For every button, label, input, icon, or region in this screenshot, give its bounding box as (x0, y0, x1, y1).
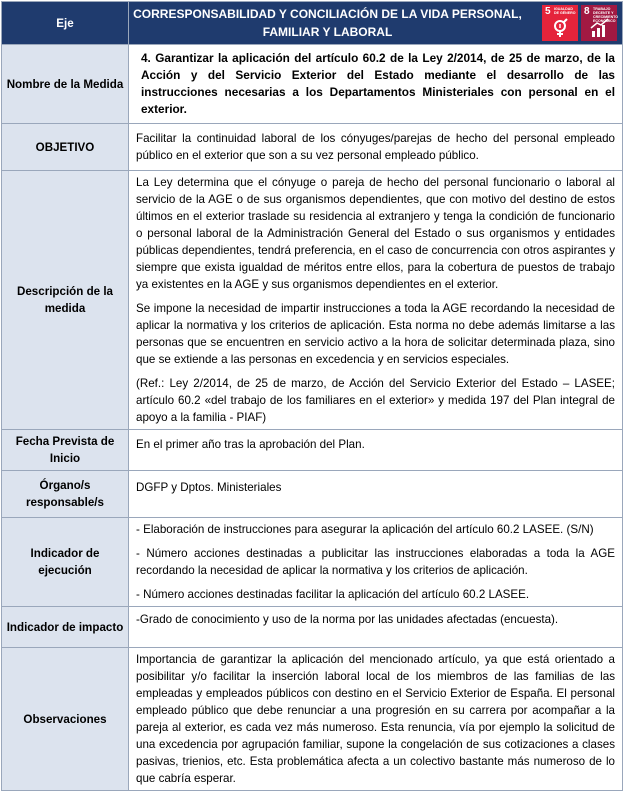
ods-text: TRABAJO DECENTE Y CRECIMIENTO ECONÓMICO (593, 7, 619, 23)
row-descripcion (2, 171, 623, 430)
axis-title-line2: FAMILIAR Y LABORAL (262, 25, 393, 39)
descripcion-paragraph: La Ley determina que el cónyuge o pareja de hecho del personal funcionario o laboral al servicio de la AGE o de sus organismos dependientes, que con motivo del destino de estos últimos en el exterior traslade su residencia al extranjero y tenga la condición de funcionario o personal laboral de la Administración General del Estado o sus organismos y entidades públicas dependientes, tendrá preferencia, en el caso de concurrencia con otros aspirantes y siempre que exista igualdad de méritos entre ellos, para la cobertura de puestos de trabajo ya existentes en la AGE y sus organismos dependientes en el exterior. (136, 176, 615, 291)
descripcion-label: Descripción de la medida (2, 171, 129, 430)
ejecucion-indicator: - Número acciones destinadas a publicitar las instrucciones elaboradas a toda la AGE recordando la necesidad de aplicar la normativa y los criterios de aplicación. (136, 547, 615, 577)
eje-label: Eje (2, 2, 129, 45)
gender-equality-icon (551, 18, 569, 38)
ods-badges (542, 5, 617, 41)
descripcion-value (129, 171, 623, 430)
ejecucion-indicator: - Elaboración de instrucciones para asegurar la aplicación del artículo 60.2 LASEE. (S/N) (136, 523, 594, 536)
measure-sheet (1, 1, 623, 791)
ods-text: IGUALDAD DE GÉNERO (554, 7, 576, 15)
row-fecha (2, 430, 623, 471)
row-ejecucion (2, 518, 623, 607)
objetivo-value: Facilitar la continuidad laboral de los cónyuges/parejas de hecho del personal empleado público en el exterior que son a su vez personal empleado público. (129, 124, 623, 171)
measure-table (1, 1, 623, 791)
header-row (2, 2, 623, 45)
descripcion-paragraph: Se impone la necesidad de impartir instrucciones a toda la AGE recordando la necesidad de aplicar la normativa y los criterios de aplicación. Esta norma no debe además limitarse a las personas que se encuentren en servicio activo a la hora de solicitar determinada plaza, sino que se extiende a las personas en excedencia y en servicios especiales. (136, 302, 615, 366)
row-impacto (2, 607, 623, 648)
row-observaciones (2, 648, 623, 791)
ods-badge-8 (581, 5, 617, 41)
ejecucion-value (129, 518, 623, 607)
organo-label: Órgano/s responsable/s (2, 471, 129, 518)
row-organo (2, 471, 623, 518)
row-nombre (2, 45, 623, 124)
descripcion-reference: (Ref.: Ley 2/2014, de 25 de marzo, de Acción del Servicio Exterior del Estado – LASEE; artículo 60.2 «del trabajo de los familiares en el exterior» y medida 197 del Plan integral de apoyo a la familia - PIAF) (136, 377, 615, 424)
observaciones-value: Importancia de garantizar la aplicación del mencionado artículo, ya que está orientado a posibilitar y/o facilitar la inserción laboral local de los miembros de las familias de las empleadas y empleados públicos con destino en el Servicio Exterior de España. El personal empleado público que debe renunciar a una progresión en su carrera por acompañar a la pareja al exterior, es cada vez más numeroso. Esta renuncia, vía por ejemplo la solicitud de una excedencia por agrupación familiar, supone la congelación de sus cotizaciones a clases pasivas, trienios, etc. Esta problemática afecta a un colectivo bastante más numeroso de lo que cabría esperar. (129, 648, 623, 791)
ods-badge-5 (542, 5, 578, 41)
objetivo-label: OBJETIVO (2, 124, 129, 171)
impacto-label: Indicador de impacto (2, 607, 129, 648)
fecha-value: En el primer año tras la aprobación del Plan. (129, 430, 623, 471)
axis-title-line1: CORRESPONSABILIDAD Y CONCILIACIÓN DE LA VIDA PERSONAL, (133, 7, 522, 21)
ejecucion-indicator: - Número acciones destinadas facilitar la aplicación del artículo 60.2 LASEE. (136, 588, 530, 601)
ejecucion-label: Indicador de ejecución (2, 518, 129, 607)
measure-name: 4. Garantizar la aplicación del artículo 60.2 de la Ley 2/2014, de 25 de marzo, de la Acción y del Servicio Exterior del Estado mediante el desarrollo de las instrucciones necesarias a los Departamentos Ministeriales con personal en el exterior. (129, 45, 623, 124)
impacto-value: -Grado de conocimiento y uso de la norma por las unidades afectadas (encuesta). (129, 607, 623, 648)
economic-growth-icon (590, 18, 610, 38)
organo-value: DGFP y Dptos. Ministeriales (129, 471, 623, 518)
fecha-label: Fecha Prevista de Inicio (2, 430, 129, 471)
row-objetivo (2, 124, 623, 171)
nombre-label: Nombre de la Medida (2, 45, 129, 124)
observaciones-label: Observaciones (2, 648, 129, 791)
ods-number: 5 (545, 6, 551, 17)
ods-number: 8 (584, 6, 590, 17)
